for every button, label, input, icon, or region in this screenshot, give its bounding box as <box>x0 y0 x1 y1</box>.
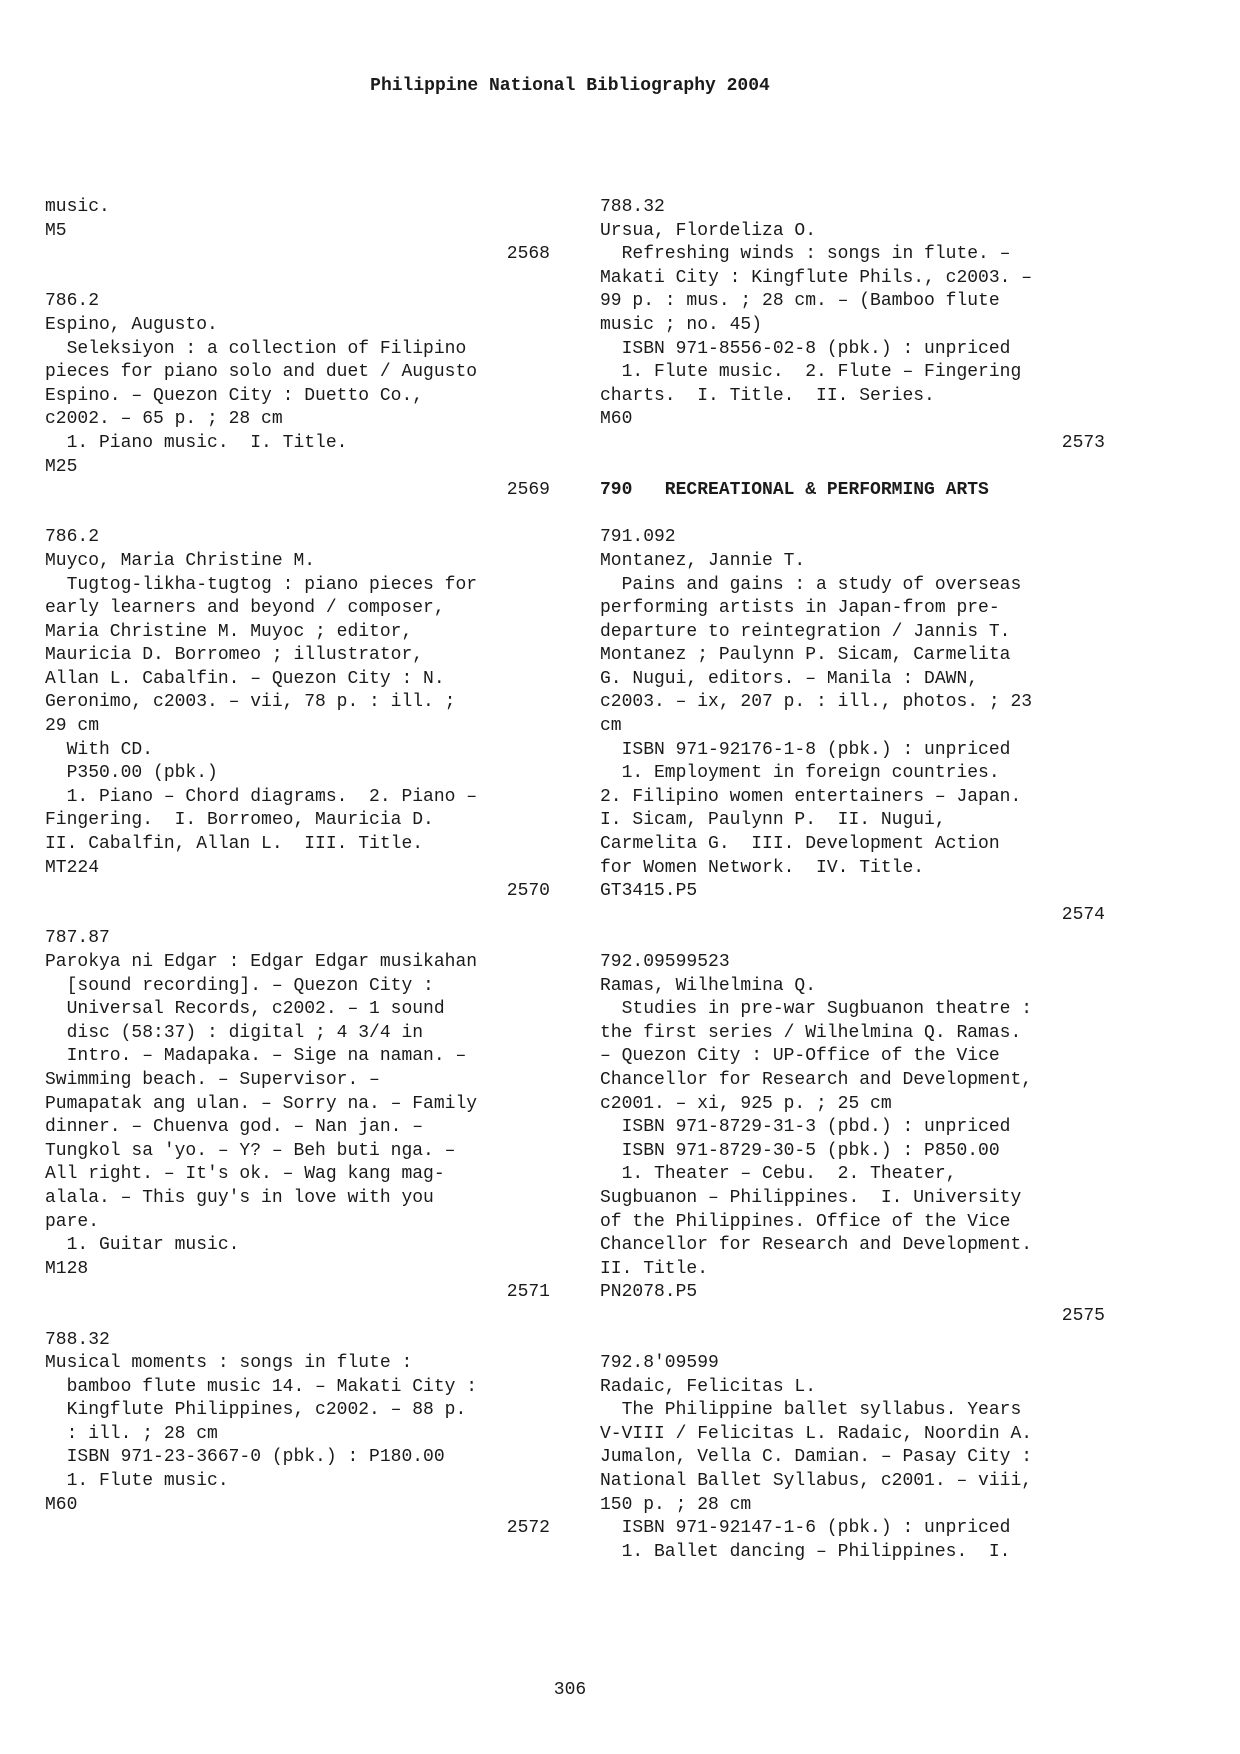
entry-number: 2570 <box>506 881 550 902</box>
entry-line: 1. Piano music. I. Title. <box>45 432 348 453</box>
entry-line: 788.32 <box>600 197 665 217</box>
entry-line: disc (58:37) : digital ; 4 3/4 in <box>45 1022 424 1043</box>
bibliography-entry <box>45 1329 565 1541</box>
left-column <box>45 196 565 1541</box>
bibliography-entry <box>45 196 565 267</box>
entry-line: music. <box>45 197 110 217</box>
entry-line: of the Philippines. Office of the Vice <box>600 1211 1011 1232</box>
entry-line: Tugtog-likha-tugtog : piano pieces for <box>45 574 478 595</box>
entry-line: 2. Filipino women entertainers – Japan. <box>600 786 1022 807</box>
entry-line: early learners and beyond / composer, <box>45 598 445 619</box>
entry-line: Pains and gains : a study of overseas <box>600 574 1022 595</box>
entry-line: Refreshing winds : songs in flute. – <box>600 244 1011 265</box>
entry-line: II. Cabalfin, Allan L. III. Title. <box>45 834 424 855</box>
entry-line: Seleksiyon : a collection of Filipino <box>45 338 467 359</box>
entry-line: : ill. ; 28 cm <box>45 1423 218 1444</box>
entry-line: 1. Piano – Chord diagrams. 2. Piano – <box>45 786 478 807</box>
entry-line: 786.2 <box>45 291 100 312</box>
entry-line: pieces for piano solo and duet / Augusto <box>45 362 478 383</box>
entry-line: PN2078.P5 <box>600 1282 698 1303</box>
entry-line: II. Title. <box>600 1258 709 1279</box>
entry-line: 787.87 <box>45 928 110 949</box>
entry-line: Universal Records, c2002. – 1 sound <box>45 999 445 1020</box>
entry-line: 1. Ballet dancing – Philippines. I. <box>600 1541 1011 1562</box>
entry-line: Tungkol sa 'yo. – Y? – Beh buti nga. – <box>45 1140 456 1161</box>
entry-line: Radaic, Felicitas L. <box>600 1376 817 1397</box>
entry-line: All right. – It's ok. – Wag kang mag- <box>45 1164 445 1185</box>
entry-line: National Ballet Syllabus, c2001. – viii, <box>600 1471 1033 1492</box>
entry-line: Ursua, Flordeliza O. <box>600 220 817 241</box>
entry-line: Jumalon, Vella C. Damian. – Pasay City : <box>600 1447 1033 1468</box>
entry-line: M128 <box>45 1258 89 1279</box>
bibliography-entry <box>600 1352 1120 1564</box>
bibliography-entry <box>600 196 1120 456</box>
entry-line: 792.09599523 <box>600 952 730 972</box>
entry-line: [sound recording]. – Quezon City : <box>45 975 434 996</box>
entry-line: dinner. – Chuenva god. – Nan jan. – <box>45 1117 424 1138</box>
entry-line: departure to reintegration / Jannis T. <box>600 621 1011 642</box>
entry-line: 150 p. ; 28 cm <box>600 1494 752 1515</box>
entry-line: charts. I. Title. II. Series. <box>600 385 935 406</box>
entry-line: ISBN 971-8556-02-8 (pbk.) : unpriced <box>600 338 1011 359</box>
entry-line: I. Sicam, Paulynn P. II. Nugui, <box>600 810 946 831</box>
entry-line: Makati City : Kingflute Phils., c2003. – <box>600 267 1033 288</box>
entry-line: 1. Employment in foreign countries. <box>600 763 1000 784</box>
entry-line: 1. Theater – Cebu. 2. Theater, <box>600 1164 957 1185</box>
entry-line: Allan L. Cabalfin. – Quezon City : N. <box>45 668 445 689</box>
entry-line: Kingflute Philippines, c2002. – 88 p. <box>45 1400 467 1421</box>
bibliography-entry <box>45 927 565 1305</box>
entry-line: Geronimo, c2003. – vii, 78 p. : ill. ; <box>45 692 456 713</box>
entry-line: Espino, Augusto. <box>45 314 218 335</box>
entry-line: c2002. – 65 p. ; 28 cm <box>45 409 283 430</box>
entry-line: music ; no. 45) <box>600 314 763 335</box>
entry-line: alala. – This guy's in love with you <box>45 1187 434 1208</box>
entry-number: 2571 <box>506 1282 550 1303</box>
entry-line: Fingering. I. Borromeo, Mauricia D. <box>45 810 434 831</box>
entry-line: Montanez, Jannie T. <box>600 550 806 571</box>
entry-line: pare. <box>45 1211 100 1232</box>
entry-line: c2001. – xi, 925 p. ; 25 cm <box>600 1093 892 1114</box>
entry-line: cm <box>600 716 622 737</box>
entry-line: bamboo flute music 14. – Makati City : <box>45 1376 478 1397</box>
entry-line: MT224 <box>45 857 100 878</box>
entry-line: ISBN 971-23-3667-0 (pbk.) : P180.00 <box>45 1447 445 1468</box>
entry-line: Sugbuanon – Philippines. I. University <box>600 1187 1022 1208</box>
entry-line: Maria Christine M. Muyoc ; editor, <box>45 621 413 642</box>
entry-line: 29 cm <box>45 716 100 737</box>
entry-line: ISBN 971-92176-1-8 (pbk.) : unpriced <box>600 739 1011 760</box>
entry-line: 99 p. : mus. ; 28 cm. – (Bamboo flute <box>600 291 1000 312</box>
entry-line: 1. Flute music. <box>45 1471 229 1492</box>
entry-number: 2569 <box>506 480 550 501</box>
entry-line: 791.092 <box>600 527 676 548</box>
entry-line: 788.32 <box>45 1329 110 1350</box>
entry-line: V-VIII / Felicitas L. Radaic, Noordin A. <box>600 1423 1033 1444</box>
entry-number: 2572 <box>506 1518 550 1539</box>
entry-line: for Women Network. IV. Title. <box>600 857 925 878</box>
entry-line: 786.2 <box>45 527 100 548</box>
entry-line: Swimming beach. – Supervisor. – <box>45 1069 380 1090</box>
entry-number: 2573 <box>1061 432 1105 453</box>
entry-line: Parokya ni Edgar : Edgar Edgar musikahan <box>45 952 478 972</box>
entry-line: c2003. – ix, 207 p. : ill., photos. ; 23 <box>600 692 1033 713</box>
entry-line: M25 <box>45 456 78 477</box>
page-title: Philippine National Bibliography 2004 <box>370 76 770 96</box>
entry-line: ISBN 971-92147-1-6 (pbk.) : unpriced <box>600 1518 1011 1539</box>
entry-number: 2568 <box>506 244 550 265</box>
bibliography-entry <box>45 290 565 502</box>
entry-line: ISBN 971-8729-31-3 (pbd.) : unpriced <box>600 1117 1011 1138</box>
entry-line: The Philippine ballet syllabus. Years <box>600 1400 1022 1421</box>
entry-line: M5 <box>45 220 67 241</box>
bibliography-entry <box>600 951 1120 1329</box>
entry-number: 2574 <box>1061 904 1105 925</box>
entry-line: Chancellor for Research and Development. <box>600 1235 1033 1256</box>
entry-line: the first series / Wilhelmina Q. Ramas. <box>600 1022 1022 1043</box>
entry-line: Mauricia D. Borromeo ; illustrator, <box>45 645 424 666</box>
section-heading: 790 RECREATIONAL & PERFORMING ARTS <box>600 480 989 501</box>
entry-line: GT3415.P5 <box>600 881 698 902</box>
entry-line: 1. Guitar music. <box>45 1235 240 1256</box>
entry-line: M60 <box>45 1494 78 1515</box>
entry-line: Studies in pre-war Sugbuanon theatre : <box>600 999 1033 1020</box>
entry-line: Espino. – Quezon City : Duetto Co., <box>45 385 424 406</box>
entry-line: P350.00 (pbk.) <box>45 763 218 784</box>
entry-line: Muyco, Maria Christine M. <box>45 550 316 571</box>
entry-line: G. Nugui, editors. – Manila : DAWN, <box>600 668 979 689</box>
entry-number: 2575 <box>1061 1305 1105 1326</box>
entry-line: Musical moments : songs in flute : <box>45 1353 413 1374</box>
entry-line: Intro. – Madapaka. – Sige na naman. – <box>45 1046 467 1067</box>
right-column <box>600 196 1120 1564</box>
entry-line: M60 <box>600 409 633 430</box>
bibliography-entry <box>600 526 1120 927</box>
entry-line: 792.8'09599 <box>600 1353 719 1374</box>
entry-line: Montanez ; Paulynn P. Sicam, Carmelita <box>600 645 1011 666</box>
entry-line: Chancellor for Research and Development, <box>600 1069 1033 1090</box>
entry-line: With CD. <box>45 739 154 760</box>
entry-line: ISBN 971-8729-30-5 (pbk.) : P850.00 <box>600 1140 1000 1161</box>
entry-line: performing artists in Japan-from pre- <box>600 598 1000 619</box>
entry-line: Carmelita G. III. Development Action <box>600 834 1000 855</box>
entry-line: – Quezon City : UP-Office of the Vice <box>600 1046 1000 1067</box>
entry-line: 1. Flute music. 2. Flute – Fingering <box>600 362 1022 383</box>
page-number: 306 <box>553 1680 587 1700</box>
entry-line: Ramas, Wilhelmina Q. <box>600 975 817 996</box>
bibliography-entry <box>45 526 565 904</box>
entry-line: Pumapatak ang ulan. – Sorry na. – Family <box>45 1093 478 1114</box>
